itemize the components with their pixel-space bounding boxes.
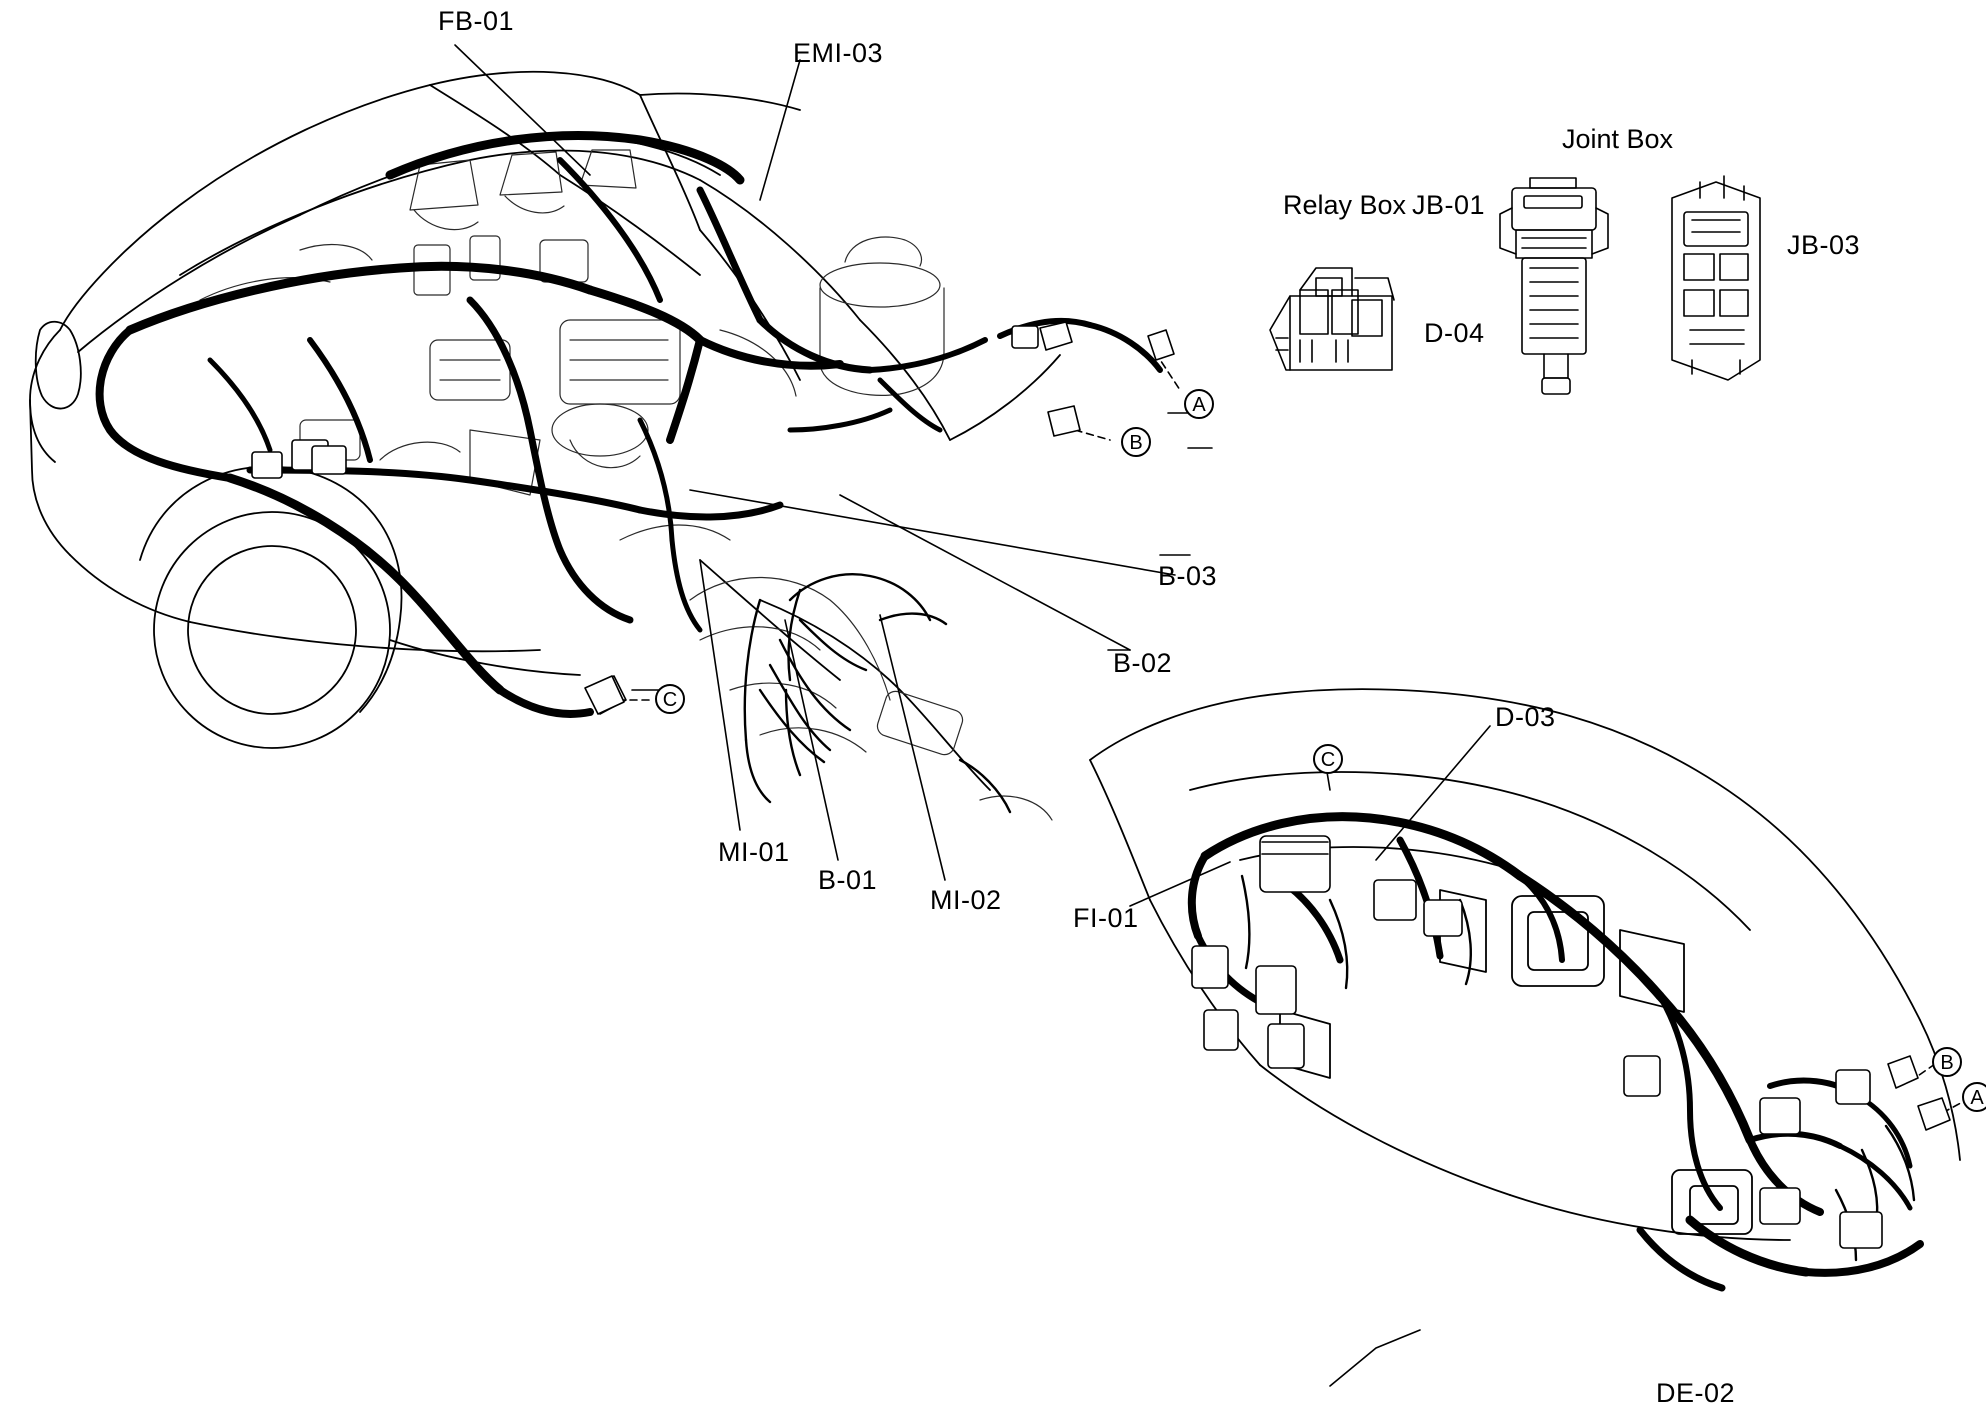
label-de02: DE-02 <box>1656 1378 1736 1408</box>
joint-box-jb01-illustration <box>1500 178 1608 394</box>
label-emi03: EMI-03 <box>793 38 884 68</box>
reference-mark-c-right: C <box>1313 744 1343 774</box>
connector-bodies <box>252 322 1072 714</box>
heading-joint-box: Joint Box <box>1562 124 1674 154</box>
joint-box-jb03-illustration <box>1672 176 1760 380</box>
label-fb01: FB-01 <box>438 6 515 36</box>
label-mi01: MI-01 <box>718 837 790 867</box>
label-jb03: JB-03 <box>1787 230 1861 260</box>
reference-mark-a-top: A <box>1184 389 1214 419</box>
reference-mark-b-top: B <box>1121 427 1151 457</box>
label-fi01: FI-01 <box>1073 903 1139 933</box>
label-b01: B-01 <box>818 865 878 895</box>
label-mi02: MI-02 <box>930 885 1002 915</box>
label-d03: D-03 <box>1495 702 1556 732</box>
instrument-panel-leaders <box>1130 726 1490 1386</box>
relay-box-illustration <box>1270 268 1394 370</box>
car-body-outline <box>30 72 1060 790</box>
label-b03: B-03 <box>1158 561 1218 591</box>
label-b02: B-02 <box>1113 648 1173 678</box>
engine-bay-detail <box>200 150 1052 820</box>
reference-mark-b-right: B <box>1932 1047 1962 1077</box>
heading-relay-box: Relay Box <box>1283 190 1407 220</box>
label-d04: D-04 <box>1424 318 1485 348</box>
label-jb01: JB-01 <box>1412 190 1486 220</box>
reference-connectors <box>585 330 1174 714</box>
instrument-panel-branch-wires <box>1242 876 1914 1260</box>
reference-mark-a-right: A <box>1962 1082 1986 1112</box>
reference-mark-c-left: C <box>655 684 685 714</box>
